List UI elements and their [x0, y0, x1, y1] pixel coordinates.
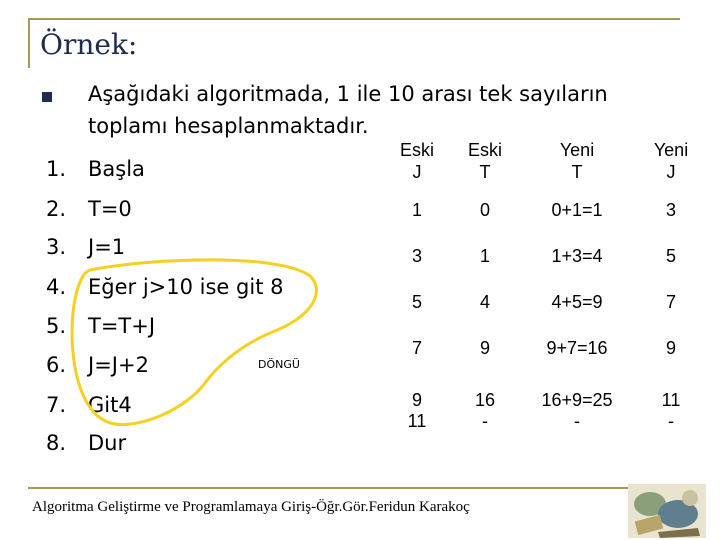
- table-row: [382, 279, 706, 325]
- frame-top-border: [28, 18, 680, 20]
- header-eski-j: Eski J: [399, 140, 434, 182]
- table-cell: -: [668, 411, 674, 431]
- table-cell: 9: [411, 390, 422, 410]
- step-text: Dur: [88, 431, 127, 455]
- header-yeni-j: Yeni J: [653, 140, 689, 182]
- table-cell: 11: [661, 390, 681, 410]
- table-row: [382, 411, 706, 441]
- table-row: [382, 233, 706, 279]
- step-number: 7.: [45, 393, 66, 417]
- table-cell: 9: [479, 337, 490, 358]
- table-cell: 4: [479, 291, 490, 312]
- table-cell: 0+1=1: [551, 199, 603, 220]
- step-number: 4.: [45, 275, 66, 299]
- footer-text: Algoritma Geliştirme ve Programlamaya Giriş-Öğr.Gör.Feridun Karakoç: [32, 499, 470, 515]
- step-number: 5.: [45, 314, 66, 338]
- step-number: 2.: [45, 197, 66, 221]
- step-text: T=0: [88, 197, 132, 221]
- step-text: J=J+2: [88, 353, 149, 377]
- table-row: [382, 187, 706, 233]
- table-cell: 5: [411, 291, 422, 312]
- step-text: J=1: [88, 235, 126, 259]
- table-cell: 0: [479, 199, 490, 220]
- table-cell: -: [482, 411, 488, 431]
- table-cell: 9+7=16: [546, 337, 608, 358]
- table-header-row: [382, 135, 706, 187]
- table-row: [382, 371, 706, 411]
- intro-line-1: Aşağıdaki algoritmada, 1 ile 10 arası tek sayıların: [88, 82, 608, 106]
- table-cell: 7: [665, 291, 676, 312]
- step-number: 3.: [45, 235, 66, 259]
- table-cell: 16: [474, 390, 496, 410]
- step-text: Eğer j>10 ise git 8: [88, 275, 284, 299]
- table-cell: 4+5=9: [551, 291, 603, 312]
- table-cell: 16+9=25: [541, 390, 613, 410]
- table-cell: 3: [665, 199, 676, 220]
- table-cell: 1: [479, 245, 490, 266]
- frame-left-border: [28, 18, 30, 68]
- header-yeni-t: Yeni T: [559, 140, 595, 182]
- table-cell: 1: [411, 199, 422, 220]
- step-text: Başla: [88, 157, 145, 181]
- table-row: [382, 325, 706, 371]
- loop-label: DÖNGÜ: [258, 358, 300, 371]
- intro-line-2: toplamı hesaplanmaktadır.: [88, 114, 369, 138]
- step-number: 1.: [45, 157, 66, 181]
- loop-annotation: [20, 148, 360, 438]
- step-number: 8.: [45, 431, 66, 455]
- footer-divider: [28, 487, 628, 489]
- step-text: T=T+J: [88, 314, 156, 338]
- slide-title: Örnek:: [40, 28, 138, 61]
- table-cell: 11: [407, 411, 427, 431]
- table-cell: -: [574, 411, 580, 431]
- table-cell: 3: [411, 245, 422, 266]
- decorative-logo-icon: [628, 484, 706, 538]
- trace-table: [382, 135, 706, 441]
- table-cell: 7: [411, 337, 422, 358]
- step-number: 6.: [45, 353, 66, 377]
- table-cell: 9: [665, 337, 676, 358]
- table-cell: 5: [665, 245, 676, 266]
- step-text: Git4: [88, 393, 132, 417]
- table-cell: 1+3=4: [551, 245, 603, 266]
- header-eski-t: Eski T: [467, 140, 502, 182]
- bullet-square-icon: [42, 92, 52, 102]
